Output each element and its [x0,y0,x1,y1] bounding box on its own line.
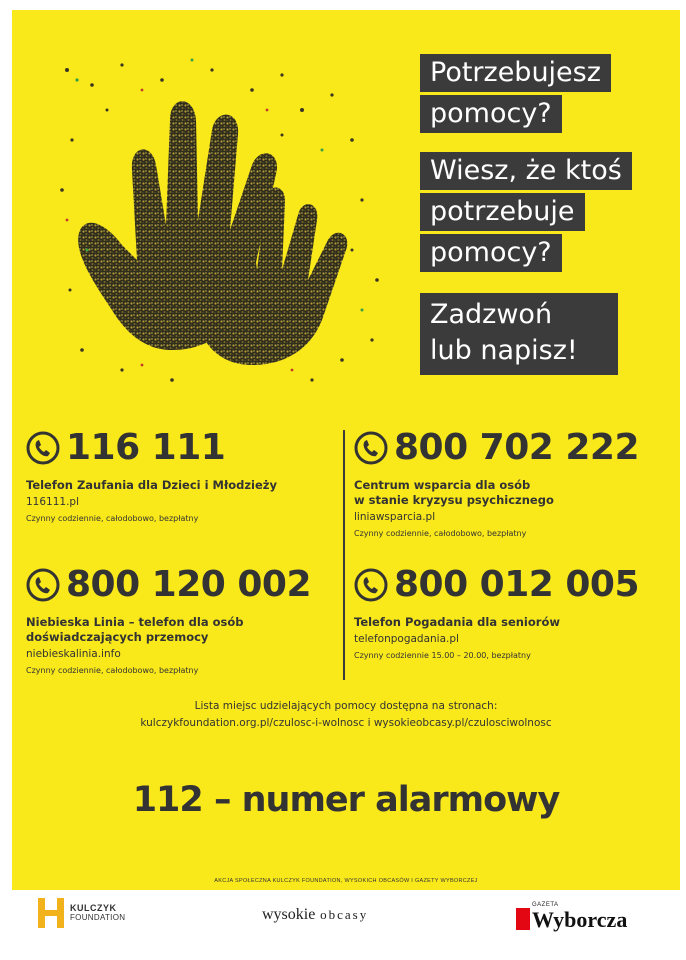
question-2-line-2: potrzebuje [420,193,585,231]
column-divider [343,430,345,680]
help-list-links[interactable]: kulczykfoundation.org.pl/czulosc-i-wolnosc i wysokieobcasy.pl/czulosciwolnosc [140,717,552,729]
phone-icon [26,431,60,465]
question-block-3 [420,293,618,375]
phone-icon [354,431,388,465]
hotline-hours: Czynny codziennie, całodobowo, bezpłatny [26,514,199,523]
sponsor-logos [0,890,686,950]
emergency-number: 112 – numer alarmowy [132,780,560,820]
kulczyk-foundation-logo [38,898,125,928]
gazeta-wyborcza-logo: GAZETA Wyborcza [516,900,627,930]
crowd-hands-illustration [52,50,392,390]
hotline-website[interactable]: 116111.pl [26,496,80,508]
kulczyk-logo-bottom: FOUNDATION [70,913,126,922]
hotline-number: 116 111 [66,427,226,468]
question-1-line-1: Potrzebujesz [420,54,611,92]
call-to-action-line-2: lub napisz! [430,335,578,366]
hotline-name: Centrum wsparcia dla osób w stanie kryzysu psychicznego [354,478,554,507]
question-2-line-1: Wiesz, że ktoś [420,152,632,190]
question-block-2 [420,152,632,275]
question-2-line-3: pomocy? [420,234,562,272]
help-list-info [12,698,680,732]
question-1-line-2: pomocy? [420,95,562,133]
hotline-website[interactable]: liniawsparcia.pl [354,511,436,523]
hotline-hours: Czynny codziennie, całodobowo, bezpłatny [354,529,527,538]
kulczyk-logo-top: KULCZYK [70,903,117,913]
hotline-website[interactable]: niebieskalinia.info [26,648,121,660]
wyborcza-red-mark [516,908,530,930]
poster [12,10,680,890]
call-to-action-line-1: Zadzwoń [430,299,553,330]
wysokie-obcasy-logo: wysokie obcasy [262,906,369,923]
kulczyk-mark-icon [38,898,64,928]
hotline-800702222 [354,428,674,538]
hotline-800120002 [26,565,342,675]
hotline-116111 [26,428,336,523]
phone-icon [354,568,388,602]
hotline-800012005 [354,565,674,660]
question-block-1 [420,54,611,136]
campaign-credit: AKCJA SPOŁECZNA KULCZYK FOUNDATION, WYSOKICH OBCASÓW I GAZETY WYBORCZEJ [214,878,478,884]
phone-icon [26,568,60,602]
hotline-name: Telefon Pogadania dla seniorów [354,615,560,629]
help-list-line-1: Lista miejsc udzielających pomocy dostępna na stronach: [194,700,498,712]
hotline-website[interactable]: telefonpogadania.pl [354,633,459,645]
hotline-hours: Czynny codziennie, całodobowo, bezpłatny [26,666,199,675]
hotline-number: 800 120 002 [66,564,312,605]
hotline-number: 800 702 222 [394,427,640,468]
call-to-action-box [420,293,618,375]
hotline-name: Telefon Zaufania dla Dzieci i Młodzieży [26,478,277,492]
hotline-hours: Czynny codziennie 15.00 – 20.00, bezpłatny [354,651,531,660]
hotline-name: Niebieska Linia – telefon dla osób doświadczających przemocy [26,615,244,644]
hotline-number: 800 012 005 [394,564,640,605]
